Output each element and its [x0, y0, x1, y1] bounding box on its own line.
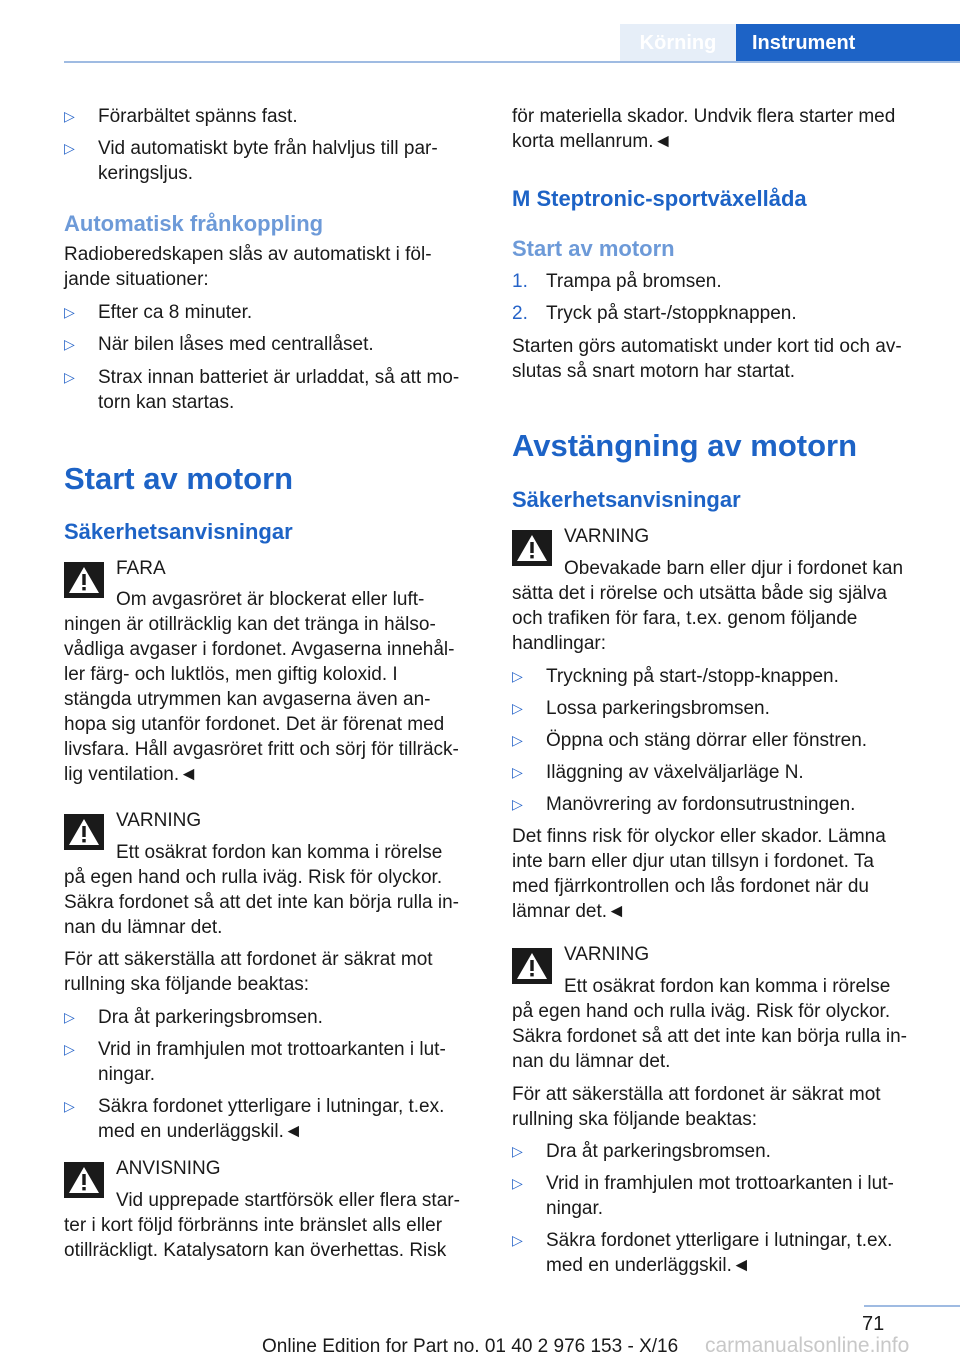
- list-item: ▷ Dra åt parkeringsbromsen.: [512, 1139, 926, 1165]
- step-number: 1.: [512, 271, 528, 292]
- warning-text-line: nan du lämnar det.: [64, 917, 223, 938]
- watermark: carmanualsonline.info: [705, 1334, 910, 1357]
- step-number: 2.: [512, 303, 528, 324]
- warning-text-line: Ett osäkrat fordon kan komma i rörelse: [564, 976, 891, 997]
- warning-label: VARNING: [116, 810, 202, 831]
- header-chapter-tab: Instrument: [736, 24, 960, 62]
- warning-label: VARNING: [564, 526, 650, 547]
- warning-text-line: sätta det i rörelse och utsätta både sig själva: [512, 583, 887, 604]
- paragraph-line: För att säkerställa att fordonet är säkrat mot: [64, 949, 433, 970]
- heading-m-steptronic: M Steptronic-sportväxellåda: [512, 186, 807, 211]
- header-section-tab: Körning: [620, 24, 736, 62]
- list-item: ▷ Tryckning på start-/stopp-knappen.: [512, 664, 926, 690]
- bullet-triangle-icon: ▷: [512, 668, 523, 684]
- warning-label: VARNING: [564, 944, 650, 965]
- warning-text-line: på egen hand och rulla iväg. Risk för olyckor.: [512, 1001, 891, 1022]
- bullet-triangle-icon: ▷: [64, 1098, 75, 1114]
- list-item-continuation: torn kan startas.: [98, 392, 235, 413]
- paragraph-line: För att säkerställa att fordonet är säkrat mot: [512, 1084, 881, 1105]
- paragraph-line: slutas så snart motorn har startat.: [512, 361, 796, 382]
- heading-start-engine: Start av motorn: [64, 461, 294, 496]
- warning-text-line: på egen hand och rulla iväg. Risk för olyckor.: [64, 867, 443, 888]
- list-item: ▷ Strax innan batteriet är urladdat, så att mo-: [64, 365, 478, 391]
- list-item: ▷ Vid automatiskt byte från halvljus till par-: [64, 136, 478, 162]
- list-item-continuation: ningar.: [98, 1064, 156, 1085]
- list-item: ▷ Dra åt parkeringsbromsen.: [64, 1005, 478, 1031]
- warning-text-line: ler färg- och luktlös, men giftig koloxid. I: [64, 664, 398, 685]
- bullet-triangle-icon: ▷: [512, 796, 523, 812]
- warning-text-line: handlingar:: [512, 633, 607, 654]
- paragraph-line: lämnar det.◄: [512, 901, 626, 922]
- warning-label: FARA: [116, 558, 166, 579]
- paragraph-line: rullning ska följande beaktas:: [512, 1109, 758, 1130]
- bullet-triangle-icon: ▷: [512, 1232, 523, 1248]
- edition-note: Online Edition for Part no. 01 40 2 976 153 - X/16: [262, 1336, 679, 1357]
- list-item-continuation: ningar.: [546, 1198, 604, 1219]
- bullet-triangle-icon: ▷: [64, 140, 75, 156]
- list-item: ▷ Förarbältet spänns fast.: [64, 104, 478, 130]
- warning-text-line: lig ventilation.◄: [64, 764, 198, 785]
- warning-text-line: nan du lämnar det.: [512, 1051, 671, 1072]
- numbered-item: 2. Tryck på start-/stoppknappen.: [512, 301, 926, 327]
- bullet-triangle-icon: ▷: [512, 732, 523, 748]
- list-item: ▷ Säkra fordonet ytterligare i lutningar, t.ex.: [64, 1094, 478, 1120]
- warning-text-line: Om avgasröret är blockerat eller luft-: [116, 589, 425, 610]
- bullet-triangle-icon: ▷: [64, 108, 75, 124]
- note-text-line: ter i kort följd förbränns inte bränslet alls eller: [64, 1215, 443, 1236]
- bullet-triangle-icon: ▷: [512, 1143, 523, 1159]
- list-item-continuation: keringsljus.: [98, 163, 194, 184]
- bullet-triangle-icon: ▷: [512, 764, 523, 780]
- paragraph-line: jande situationer:: [64, 269, 209, 290]
- warning-text-line: vådliga avgaser i fordonet. Avgaserna innehål-: [64, 639, 455, 660]
- bullet-triangle-icon: ▷: [64, 369, 75, 385]
- warning-text-line: hopa sig utanför fordonet. Det är förenat med: [64, 714, 445, 735]
- bullet-triangle-icon: ▷: [64, 1041, 75, 1057]
- list-item: ▷ Vrid in framhjulen mot trottoarkanten i lut-: [512, 1171, 926, 1197]
- paragraph-line: inte barn eller djur utan tillsyn i fordonet. Ta: [512, 851, 874, 872]
- list-item: ▷ Efter ca 8 minuter.: [64, 300, 478, 326]
- heading-start-engine: Start av motorn: [512, 236, 675, 261]
- warning-text-line: Säkra fordonet så att det inte kan börja rulla in-: [64, 892, 460, 913]
- warning-text-line: Ett osäkrat fordon kan komma i rörelse: [116, 842, 443, 863]
- paragraph-line: Starten görs automatiskt under kort tid och av-: [512, 336, 902, 357]
- warning-text-line: och trafiken för fara, t.ex. genom följande: [512, 608, 858, 629]
- footer-divider: [864, 1305, 960, 1307]
- list-item: ▷ När bilen låses med centrallåset.: [64, 332, 478, 358]
- list-item: ▷ Säkra fordonet ytterligare i lutningar, t.ex.: [512, 1228, 926, 1254]
- paragraph-line: med fjärrkontrollen och lås fordonet när du: [512, 876, 869, 897]
- list-item-continuation: med en underläggskil.◄: [98, 1121, 303, 1142]
- paragraph-line: Radioberedskapen slås av automatiskt i föl-: [64, 244, 432, 265]
- page-number: 71: [862, 1313, 885, 1335]
- heading-stop-engine: Avstängning av motorn: [512, 428, 858, 463]
- list-item: ▷ Lossa parkeringsbromsen.: [512, 696, 926, 722]
- list-item: ▷ Öppna och stäng dörrar eller fönstren.: [512, 728, 926, 754]
- warning-text-line: ningen är otillräcklig kan det tränga in hälso-: [64, 614, 436, 635]
- list-item: ▷ Iläggning av växelväljarläge N.: [512, 760, 926, 786]
- warning-text-line: Obevakade barn eller djur i fordonet kan: [564, 558, 904, 579]
- warning-text-line: stängda utrymmen kan avgaserna även an-: [64, 689, 431, 710]
- warning-text-line: livsfara. Håll avgasröret fritt och sörj för tillräck-: [64, 739, 459, 760]
- paragraph-line: rullning ska följande beaktas:: [64, 974, 310, 995]
- list-item: ▷ Manövrering av fordonsutrustningen.: [512, 792, 926, 818]
- bullet-triangle-icon: ▷: [512, 1175, 523, 1191]
- bullet-triangle-icon: ▷: [64, 304, 75, 320]
- paragraph-line: korta mellanrum.◄: [512, 131, 673, 152]
- running-header: [620, 24, 960, 62]
- warning-text-line: Säkra fordonet så att det inte kan börja rulla in-: [512, 1026, 908, 1047]
- note-text-line: Vid upprepade startförsök eller flera star-: [116, 1190, 460, 1211]
- note-text-line: otillräckligt. Katalysatorn kan överhettas. Risk: [64, 1240, 447, 1261]
- heading-safety-notes: Säkerhetsanvisningar: [64, 519, 293, 544]
- list-item-continuation: med en underläggskil.◄: [546, 1255, 751, 1276]
- bullet-triangle-icon: ▷: [64, 1009, 75, 1025]
- paragraph-line: Det finns risk för olyckor eller skador. Lämna: [512, 826, 886, 847]
- list-item: ▷ Vrid in framhjulen mot trottoarkanten i lut-: [64, 1037, 478, 1063]
- heading-automatic-shutoff: Automatisk frånkoppling: [64, 211, 324, 236]
- header-divider: [64, 61, 960, 63]
- bullet-triangle-icon: ▷: [512, 700, 523, 716]
- paragraph-line: för materiella skador. Undvik flera starter med: [512, 106, 896, 127]
- note-label: ANVISNING: [116, 1158, 221, 1179]
- numbered-item: 1. Trampa på bromsen.: [512, 269, 926, 295]
- bullet-triangle-icon: ▷: [64, 336, 75, 352]
- heading-safety-notes: Säkerhetsanvisningar: [512, 487, 741, 512]
